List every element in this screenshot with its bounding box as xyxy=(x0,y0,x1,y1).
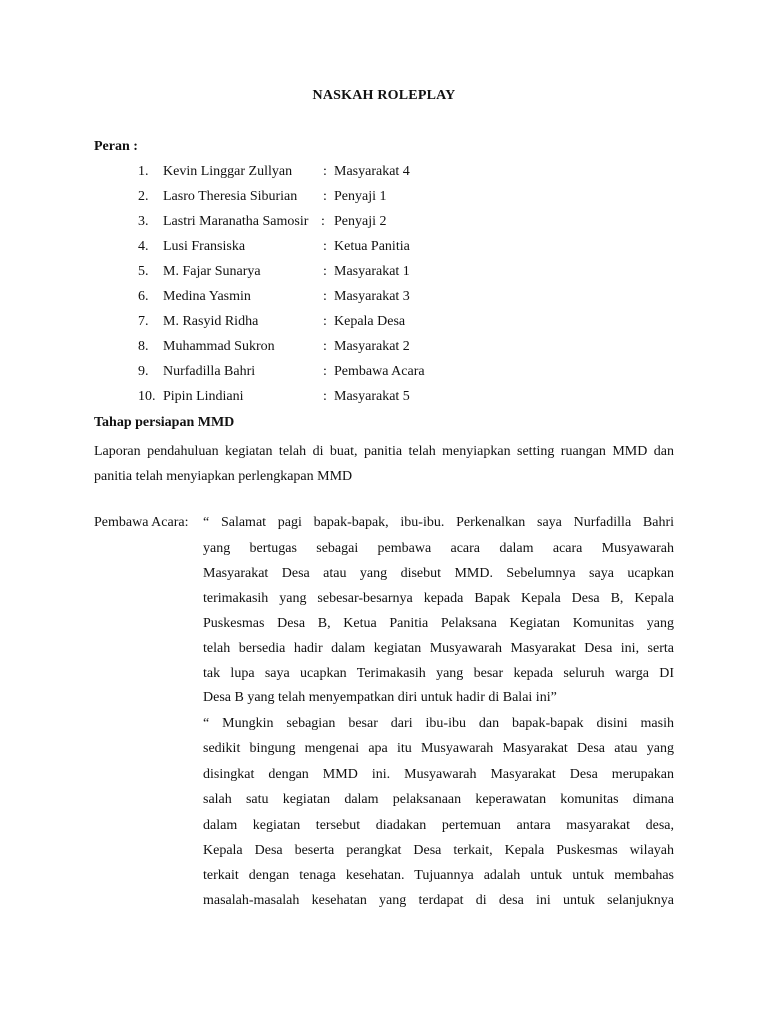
role-part: Penyaji 1 xyxy=(334,189,387,204)
role-separator: : xyxy=(323,389,327,404)
role-person-name: Medina Yasmin xyxy=(163,289,251,304)
role-person-name: Lastri Maranatha Samosir xyxy=(163,214,309,229)
role-separator: : xyxy=(321,214,325,229)
role-person-name: M. Rasyid Ridha xyxy=(163,314,259,329)
role-number: 8. xyxy=(138,339,149,354)
role-separator: : xyxy=(323,339,327,354)
role-row xyxy=(0,339,768,359)
speech-line: salah satu kegiatan dalam pelaksanaan keperawatan komunitas dimana xyxy=(203,792,674,807)
role-person-name: Lasro Theresia Siburian xyxy=(163,189,298,204)
role-row xyxy=(0,289,768,309)
role-person-name: Muhammad Sukron xyxy=(163,339,275,354)
role-part: Masyarakat 5 xyxy=(334,389,410,404)
speech-line: dalam kegiatan tersebut diadakan pertemuan antara masyarakat desa, xyxy=(203,818,674,833)
role-row xyxy=(0,164,768,184)
speech-line: Masyarakat Desa atau yang disebut MMD. Sebelumnya saya ucapkan xyxy=(203,566,674,581)
role-number: 10. xyxy=(138,389,156,404)
role-separator: : xyxy=(323,314,327,329)
role-row xyxy=(0,214,768,234)
role-row xyxy=(0,264,768,284)
role-separator: : xyxy=(323,239,327,254)
role-part: Penyaji 2 xyxy=(334,214,387,229)
role-part: Ketua Panitia xyxy=(334,239,410,254)
speech-line: disingkat dengan MMD ini. Musyawarah Masyarakat Desa merupakan xyxy=(203,767,674,782)
section-heading: Tahap persiapan MMD xyxy=(94,415,235,430)
role-row xyxy=(0,239,768,259)
role-person-name: Lusi Fransiska xyxy=(163,239,246,254)
role-part: Masyarakat 2 xyxy=(334,339,410,354)
speech-line: masalah-masalah kesehatan yang terdapat di desa ini untuk selanjuknya xyxy=(203,893,674,908)
speech-line: Puskesmas Desa B, Ketua Panitia Pelaksana Kegiatan Komunitas yang xyxy=(203,616,674,631)
role-person-name: Pipin Lindiani xyxy=(163,389,244,404)
speech-line: terimakasih yang sebesar-besarnya kepada Bapak Kepala Desa B, Kepala xyxy=(203,591,674,606)
role-separator: : xyxy=(323,289,327,304)
role-number: 1. xyxy=(138,164,149,179)
role-person-name: Kevin Linggar Zullyan xyxy=(163,164,293,179)
role-row xyxy=(0,389,768,409)
role-separator: : xyxy=(323,189,327,204)
role-separator: : xyxy=(323,164,327,179)
speech-line: terkait dengan tenaga kesehatan. Tujuannya adalah untuk untuk membahas xyxy=(203,868,674,883)
speaker-label: Pembawa Acara: xyxy=(94,515,189,530)
role-number: 5. xyxy=(138,264,149,279)
role-number: 7. xyxy=(138,314,149,329)
role-number: 2. xyxy=(138,189,149,204)
speech-line: Kepala Desa beserta perangkat Desa terkait, Kepala Puskesmas wilayah xyxy=(203,843,674,858)
speech-line: telah bersedia hadir dalam kegiatan Musyawarah Masyarakat Desa ini, serta xyxy=(203,641,674,656)
role-part: Masyarakat 1 xyxy=(334,264,410,279)
speech-line: yang bertugas sebagai pembawa acara dalam acara Musyawarah xyxy=(203,541,674,556)
role-separator: : xyxy=(323,364,327,379)
role-row xyxy=(0,314,768,334)
role-part: Masyarakat 4 xyxy=(334,164,410,179)
role-row xyxy=(0,364,768,384)
speech-line: Desa B yang telah menyempatkan diri untuk hadir di Balai ini” xyxy=(203,690,557,705)
role-number: 3. xyxy=(138,214,149,229)
speech-line: tak lupa saya ucapkan Terimakasih yang besar kepada seluruh warga DI xyxy=(203,666,674,681)
role-part: Kepala Desa xyxy=(334,314,406,329)
role-row xyxy=(0,189,768,209)
intro-paragraph: Laporan pendahuluan kegiatan telah di buat, panitia telah menyiapkan setting ruangan MMD dan panitia telah menyiapkan perlengkapan MMD xyxy=(94,444,674,484)
role-part: Masyarakat 3 xyxy=(334,289,410,304)
speech-line: “ Mungkin sebagian besar dari ibu-ibu dan bapak-bapak disini masih xyxy=(203,716,674,731)
role-separator: : xyxy=(323,264,327,279)
roles-label: Peran : xyxy=(94,139,138,154)
speech-line: sedikit bingung mengenai apa itu Musyawarah Masyarakat Desa atau yang xyxy=(203,741,674,756)
role-number: 6. xyxy=(138,289,149,304)
role-person-name: M. Fajar Sunarya xyxy=(163,264,261,279)
role-person-name: Nurfadilla Bahri xyxy=(163,364,256,379)
role-number: 9. xyxy=(138,364,149,379)
role-part: Pembawa Acara xyxy=(334,364,425,379)
speech-line: “ Salamat pagi bapak-bapak, ibu-ibu. Perkenalkan saya Nurfadilla Bahri xyxy=(203,515,674,530)
document-title: NASKAH ROLEPLAY xyxy=(312,88,456,103)
role-number: 4. xyxy=(138,239,149,254)
